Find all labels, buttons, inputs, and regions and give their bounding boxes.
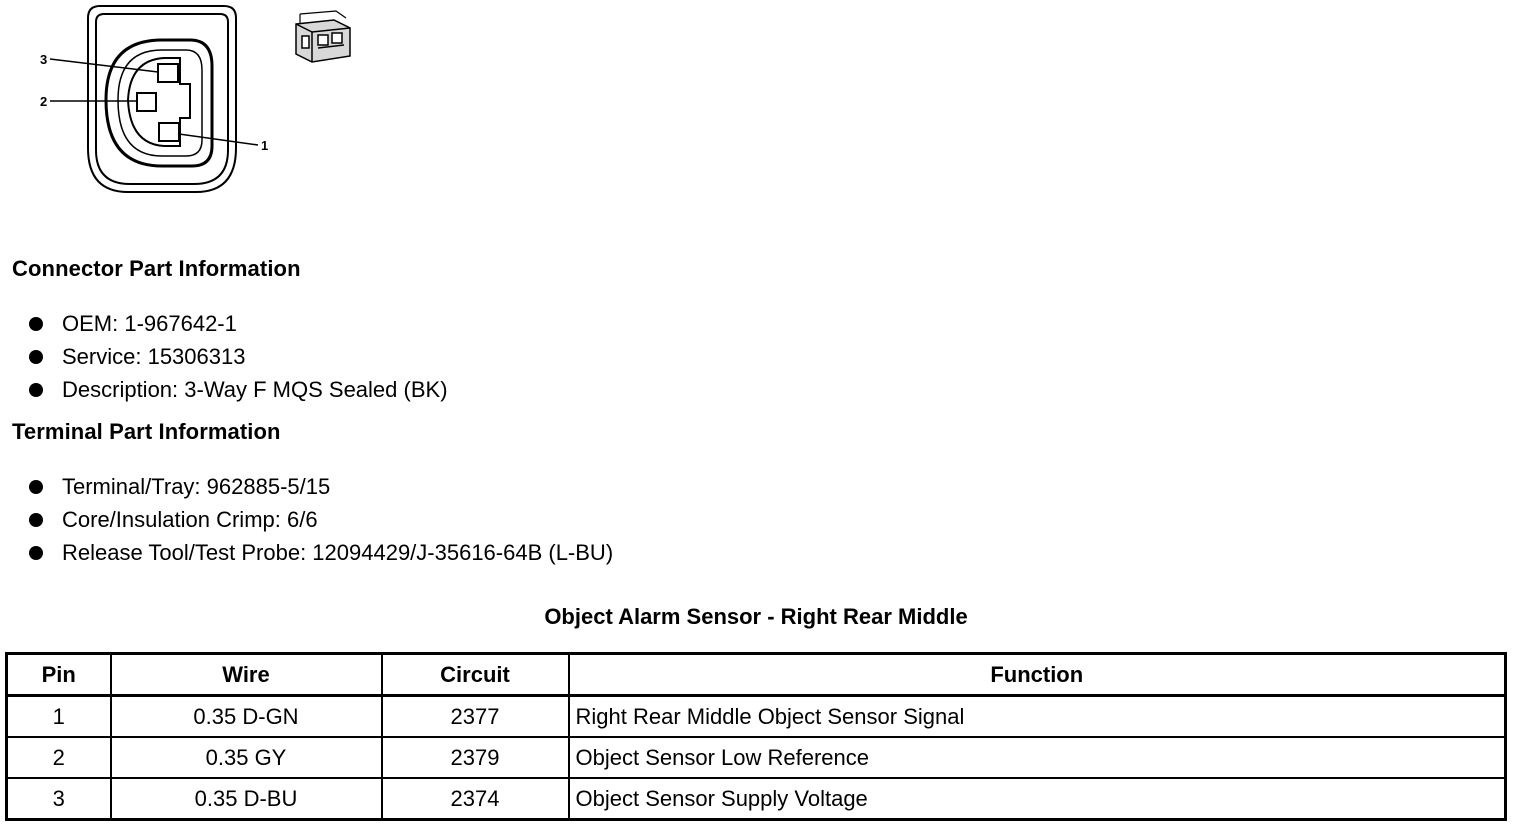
terminal-3 xyxy=(158,64,178,82)
terminal-release-tool: Release Tool/Test Probe: 12094429/J-35616-64B (L-BU) xyxy=(62,540,614,565)
header-function: Function xyxy=(569,654,1506,696)
table-header-row xyxy=(7,654,1506,696)
list-item xyxy=(0,536,613,569)
bullet-icon xyxy=(29,350,43,364)
table-row xyxy=(7,737,1506,778)
cell-pin: 1 xyxy=(7,696,111,738)
terminal-tray: Terminal/Tray: 962885-5/15 xyxy=(62,474,331,499)
connector-oem: OEM: 1-967642-1 xyxy=(62,311,237,336)
bullet-icon xyxy=(29,480,43,494)
cell-wire: 0.35 D-GN xyxy=(111,696,382,738)
connector-info-list xyxy=(0,307,448,406)
cell-wire: 0.35 D-BU xyxy=(111,778,382,820)
cell-function: Object Sensor Supply Voltage xyxy=(569,778,1506,820)
cell-function: Right Rear Middle Object Sensor Signal xyxy=(569,696,1506,738)
terminal-1 xyxy=(159,123,179,141)
pin-label-3: 3 xyxy=(40,52,48,67)
connector-section-title: Connector Part Information xyxy=(12,256,301,281)
terminal-info-list xyxy=(0,470,613,569)
header-circuit: Circuit xyxy=(382,654,569,696)
connector-thumbnail-icon xyxy=(296,11,350,62)
cell-wire: 0.35 GY xyxy=(111,737,382,778)
list-item xyxy=(0,503,613,536)
table-row xyxy=(7,778,1506,820)
pin-label-1: 1 xyxy=(261,138,269,153)
cell-circuit: 2374 xyxy=(382,778,569,820)
leader-line-1 xyxy=(179,134,258,145)
header-wire: Wire xyxy=(111,654,382,696)
pin-table-title: Object Alarm Sensor - Right Rear Middle xyxy=(544,604,968,629)
list-item xyxy=(0,470,613,503)
terminal-crimp: Core/Insulation Crimp: 6/6 xyxy=(62,507,318,532)
pin-table xyxy=(5,652,1507,821)
bullet-icon xyxy=(29,317,43,331)
bullet-icon xyxy=(29,546,43,560)
terminal-2 xyxy=(137,93,156,111)
cell-circuit: 2379 xyxy=(382,737,569,778)
connector-description: Description: 3-Way F MQS Sealed (BK) xyxy=(62,377,448,402)
bullet-icon xyxy=(29,513,43,527)
connector-face-diagram xyxy=(0,0,380,210)
list-item xyxy=(0,307,448,340)
list-item xyxy=(0,373,448,406)
cell-pin: 2 xyxy=(7,737,111,778)
cell-circuit: 2377 xyxy=(382,696,569,738)
cell-pin: 3 xyxy=(7,778,111,820)
header-pin: Pin xyxy=(7,654,111,696)
table-row xyxy=(7,696,1506,738)
connector-outer-housing xyxy=(88,6,236,192)
pin-label-2: 2 xyxy=(40,94,48,109)
bullet-icon xyxy=(29,383,43,397)
terminal-section-title: Terminal Part Information xyxy=(12,419,281,444)
cell-function: Object Sensor Low Reference xyxy=(569,737,1506,778)
list-item xyxy=(0,340,448,373)
connector-service: Service: 15306313 xyxy=(62,344,246,369)
